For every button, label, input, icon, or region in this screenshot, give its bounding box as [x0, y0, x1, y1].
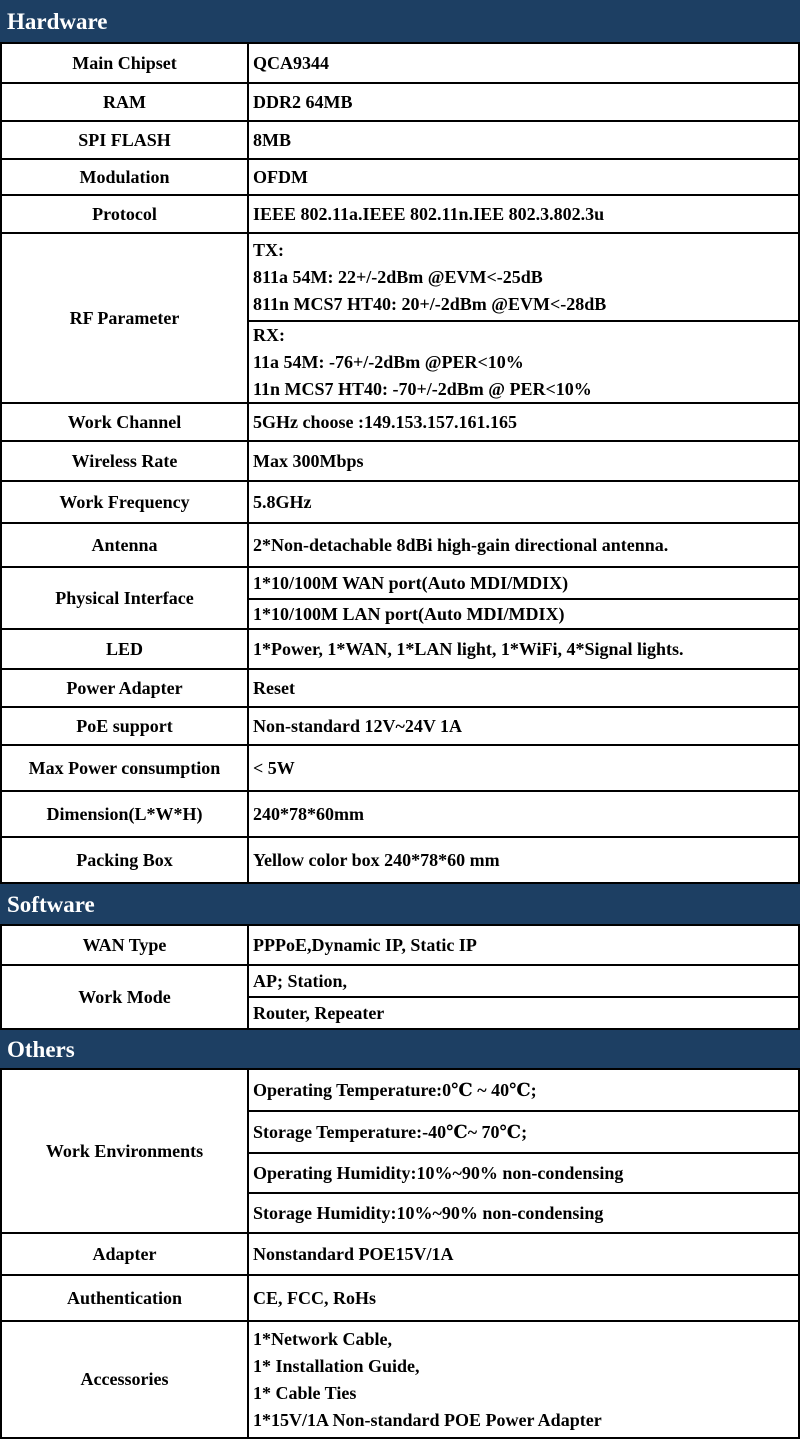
row-value-poe-support	[249, 708, 800, 746]
row-label-spi-flash: SPI FLASH	[0, 122, 249, 160]
row-value-physical-interface	[249, 568, 800, 600]
row-value-work-environments	[249, 1112, 800, 1154]
value-line: 1*Network Cable,	[253, 1328, 392, 1349]
row-value-work-mode	[249, 966, 800, 998]
value-line: Storage Temperature:-40℃~ 70℃;	[253, 1121, 528, 1142]
row-label-dimension-l-w-h: Dimension(L*W*H)	[0, 792, 249, 838]
row-value-accessories	[249, 1322, 800, 1439]
value-line: 5GHz choose :149.153.157.161.165	[253, 411, 517, 432]
value-line: RX:	[253, 324, 285, 345]
row-value-led	[249, 630, 800, 670]
row-label-authentication: Authentication	[0, 1276, 249, 1322]
value-line: PPPoE,Dynamic IP, Static IP	[253, 934, 477, 955]
value-line: < 5W	[253, 757, 295, 778]
row-value-rf-parameter	[249, 234, 800, 322]
row-label-led: LED	[0, 630, 249, 670]
row-value-protocol	[249, 196, 800, 234]
value-line: 2*Non-detachable 8dBi high-gain directional antenna.	[253, 534, 669, 555]
row-value-work-environments	[249, 1070, 800, 1112]
row-value-spi-flash	[249, 122, 800, 160]
value-line: 5.8GHz	[253, 491, 312, 512]
value-line: Router, Repeater	[253, 1002, 385, 1023]
value-line: Operating Temperature:0℃ ~ 40℃;	[253, 1079, 537, 1100]
section-header-others: Others	[0, 1030, 800, 1070]
row-label-antenna: Antenna	[0, 524, 249, 568]
row-label-adapter: Adapter	[0, 1234, 249, 1276]
value-line: Reset	[253, 677, 295, 698]
row-label-work-channel: Work Channel	[0, 404, 249, 442]
value-line: 1* Installation Guide,	[253, 1355, 420, 1376]
value-line: 1*10/100M LAN port(Auto MDI/MDIX)	[253, 603, 565, 624]
value-line: CE, FCC, RoHs	[253, 1287, 377, 1308]
value-line: TX:	[253, 239, 284, 260]
row-label-power-adapter: Power Adapter	[0, 670, 249, 708]
row-label-physical-interface: Physical Interface	[0, 568, 249, 630]
value-line: 11a 54M: -76+/-2dBm @PER<10%	[253, 351, 524, 372]
value-line: 8MB	[253, 129, 291, 150]
row-value-work-mode	[249, 998, 800, 1030]
row-value-antenna	[249, 524, 800, 568]
row-value-authentication	[249, 1276, 800, 1322]
row-label-modulation: Modulation	[0, 160, 249, 196]
value-line: Yellow color box 240*78*60 mm	[253, 849, 500, 870]
row-value-wan-type	[249, 926, 800, 966]
row-label-rf-parameter: RF Parameter	[0, 234, 249, 404]
row-label-max-power-consumption: Max Power consumption	[0, 746, 249, 792]
value-line: 1*15V/1A Non-standard POE Power Adapter	[253, 1409, 602, 1430]
section-header-software: Software	[0, 884, 800, 926]
row-label-work-environments: Work Environments	[0, 1070, 249, 1234]
row-value-rf-parameter	[249, 322, 800, 404]
value-line: Non-standard 12V~24V 1A	[253, 715, 463, 736]
value-line: 240*78*60mm	[253, 803, 364, 824]
value-line: 1*10/100M WAN port(Auto MDI/MDIX)	[253, 572, 569, 593]
row-label-wireless-rate: Wireless Rate	[0, 442, 249, 482]
value-line: DDR2 64MB	[253, 91, 353, 112]
row-value-packing-box	[249, 838, 800, 884]
row-value-physical-interface	[249, 600, 800, 630]
row-value-work-frequency	[249, 482, 800, 524]
value-line: OFDM	[253, 166, 308, 187]
row-value-power-adapter	[249, 670, 800, 708]
value-line: 1*Power, 1*WAN, 1*LAN light, 1*WiFi, 4*Signal lights.	[253, 638, 684, 659]
value-line: Operating Humidity:10%~90% non-condensing	[253, 1162, 624, 1183]
row-label-protocol: Protocol	[0, 196, 249, 234]
row-label-ram: RAM	[0, 84, 249, 122]
row-label-work-frequency: Work Frequency	[0, 482, 249, 524]
value-line: Storage Humidity:10%~90% non-condensing	[253, 1202, 604, 1223]
row-value-main-chipset	[249, 44, 800, 84]
row-value-work-environments	[249, 1154, 800, 1194]
row-value-max-power-consumption	[249, 746, 800, 792]
value-line: 811a 54M: 22+/-2dBm @EVM<-25dB	[253, 266, 543, 287]
row-value-work-channel	[249, 404, 800, 442]
value-line: 1* Cable Ties	[253, 1382, 357, 1403]
value-line: QCA9344	[253, 52, 329, 73]
value-line: 11n MCS7 HT40: -70+/-2dBm @ PER<10%	[253, 378, 592, 399]
row-value-ram	[249, 84, 800, 122]
value-line: Nonstandard POE15V/1A	[253, 1243, 454, 1264]
row-label-wan-type: WAN Type	[0, 926, 249, 966]
row-value-adapter	[249, 1234, 800, 1276]
value-line: IEEE 802.11a.IEEE 802.11n.IEE 802.3.802.3u	[253, 203, 605, 224]
row-label-accessories: Accessories	[0, 1322, 249, 1439]
row-label-poe-support: PoE support	[0, 708, 249, 746]
row-label-main-chipset: Main Chipset	[0, 44, 249, 84]
value-line: 811n MCS7 HT40: 20+/-2dBm @EVM<-28dB	[253, 293, 607, 314]
row-label-work-mode: Work Mode	[0, 966, 249, 1030]
value-line: AP; Station,	[253, 970, 347, 991]
value-line: Max 300Mbps	[253, 450, 364, 471]
row-label-packing-box: Packing Box	[0, 838, 249, 884]
row-value-work-environments	[249, 1194, 800, 1234]
section-header-hardware: Hardware	[0, 0, 800, 44]
row-value-dimension-l-w-h	[249, 792, 800, 838]
row-value-modulation	[249, 160, 800, 196]
row-value-wireless-rate	[249, 442, 800, 482]
